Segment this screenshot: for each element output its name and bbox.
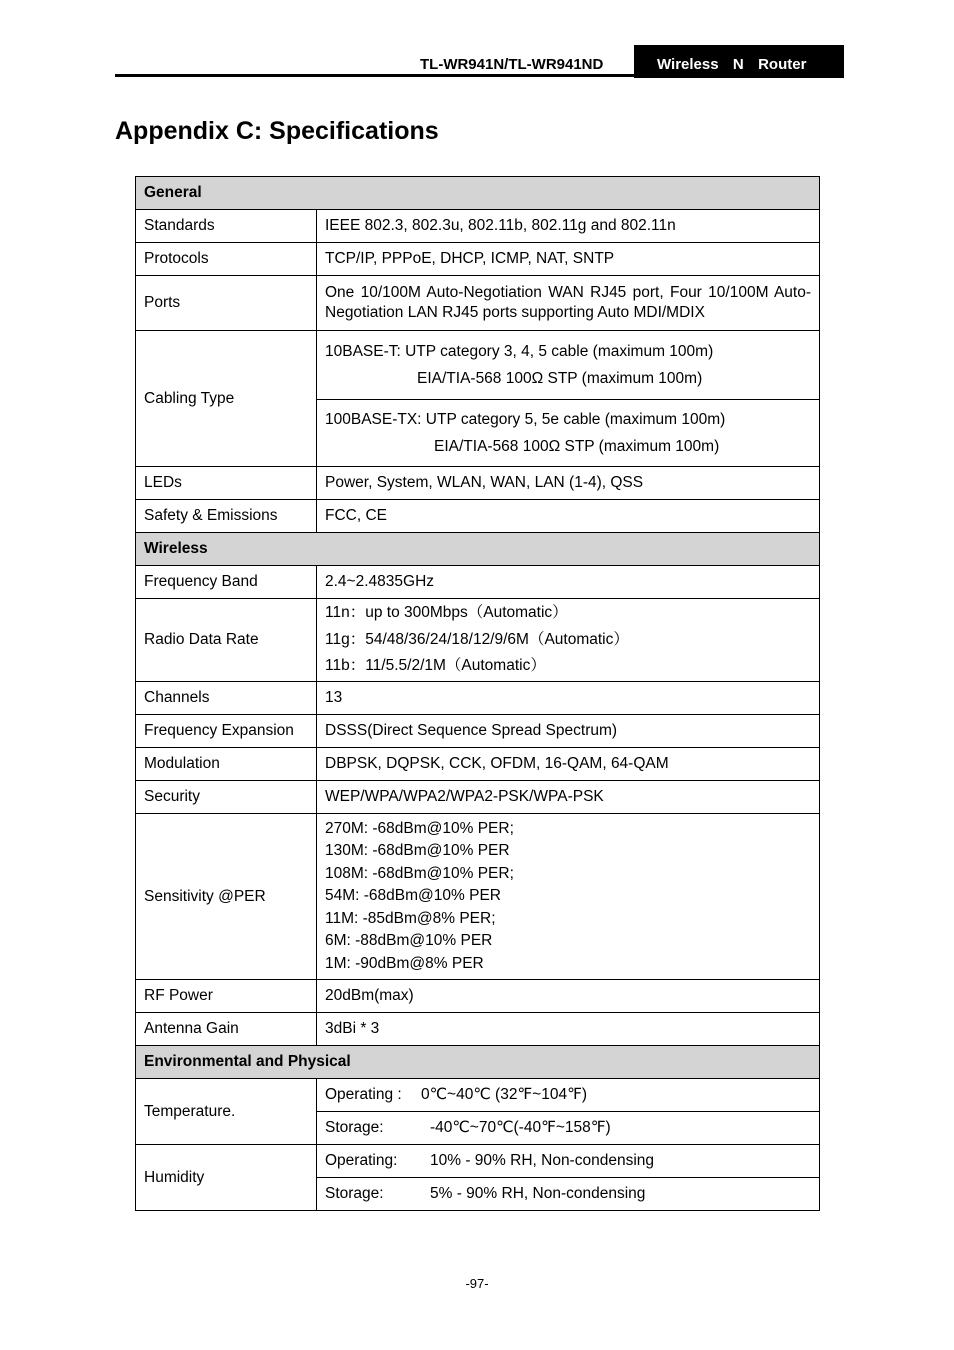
spec-value-operating [317,1079,820,1112]
spec-value-operating [317,1145,820,1178]
table-row [136,781,820,814]
spec-label: LEDs [136,467,317,500]
table-row [136,331,820,400]
rate-line: 11n：up to 300Mbps（Automatic） [325,604,568,622]
spec-value: 13 [317,682,820,715]
section-header-general [136,177,820,210]
section-title: General [136,177,820,210]
page-number: -97- [465,1276,489,1291]
rate-line: 11b：11/5.5/2/1M（Automatic） [325,657,546,675]
spec-value: 3dBi * 3 [317,1013,820,1046]
sensitivity-line: 11M: -85dBm@8% PER; [325,909,496,927]
spec-value: Power, System, WLAN, WAN, LAN (1-4), QSS [317,467,820,500]
table-row [136,566,820,599]
table-row [136,1079,820,1112]
spec-value: One 10/100M Auto-Negotiation WAN RJ45 port, Four 10/100M Auto-Negotiation LAN RJ45 ports supporting Auto MDI/MDIX [317,276,820,331]
storage-value: -40℃~70℃(-40℉~158℉) [430,1119,611,1136]
table-row [136,682,820,715]
table-row [136,276,820,331]
spec-table [135,176,820,1211]
spec-value-10base [317,331,820,400]
spec-value: WEP/WPA/WPA2/WPA2-PSK/WPA-PSK [317,781,820,814]
table-row [136,814,820,980]
spec-label: Standards [136,210,317,243]
sensitivity-line: 270M: -68dBm@10% PER; [325,819,514,837]
spec-value: DSSS(Direct Sequence Spread Spectrum) [317,715,820,748]
spec-value: TCP/IP, PPPoE, DHCP, ICMP, NAT, SNTP [317,243,820,276]
spec-value-100base [317,400,820,467]
table-row [136,1013,820,1046]
table-row [136,1145,820,1178]
sensitivity-line: 130M: -68dBm@10% PER [325,842,510,860]
spec-label: Temperature. [136,1079,317,1145]
cabling-line: 10BASE-T: UTP category 3, 4, 5 cable (maximum 100m) [325,343,714,360]
spec-label: Protocols [136,243,317,276]
table-row [136,243,820,276]
storage-label: Storage: [325,1119,384,1136]
spec-label: RF Power [136,980,317,1013]
table-row [136,210,820,243]
header-product: Wireless N Router [657,56,807,73]
spec-value [317,599,820,682]
sensitivity-line: 1M: -90dBm@8% PER [325,954,484,972]
header-model: TL-WR941N/TL-WR941ND [420,56,604,73]
spec-value: DBPSK, DQPSK, CCK, OFDM, 16-QAM, 64-QAM [317,748,820,781]
spec-value: FCC, CE [317,500,820,533]
spec-label: Safety & Emissions [136,500,317,533]
spec-label: Frequency Band [136,566,317,599]
table-row [136,467,820,500]
sensitivity-line: 108M: -68dBm@10% PER; [325,864,514,882]
table-row [136,715,820,748]
section-title: Environmental and Physical [136,1046,820,1079]
spec-value-storage [317,1112,820,1145]
page-title: Appendix C: Specifications [115,117,439,145]
spec-value: IEEE 802.3, 802.3u, 802.11b, 802.11g and 802.11n [317,210,820,243]
table-row [136,748,820,781]
header-rule [115,74,635,77]
operating-label: Operating: [325,1152,398,1169]
spec-value: 2.4~2.4835GHz [317,566,820,599]
sensitivity-line: 54M: -68dBm@10% PER [325,887,501,905]
storage-value: 5% - 90% RH, Non-condensing [430,1185,646,1202]
section-title: Wireless [136,533,820,566]
table-row [136,980,820,1013]
spec-value-storage [317,1178,820,1211]
storage-label: Storage: [325,1185,384,1202]
operating-label: Operating : [325,1086,402,1103]
cabling-line: EIA/TIA-568 100Ω STP (maximum 100m) [417,370,703,387]
spec-label: Sensitivity @PER [136,814,317,980]
spec-label: Radio Data Rate [136,599,317,682]
rate-line: 11g：54/48/36/24/18/12/9/6M（Automatic） [325,630,629,648]
section-header-environmental [136,1046,820,1079]
cabling-line: 100BASE-TX: UTP category 5, 5e cable (maximum 100m) [325,411,726,428]
cabling-line: EIA/TIA-568 100Ω STP (maximum 100m) [434,438,720,455]
spec-label: Antenna Gain [136,1013,317,1046]
header-product-box [634,45,844,78]
spec-label: Modulation [136,748,317,781]
spec-label: Security [136,781,317,814]
operating-value: 10% - 90% RH, Non-condensing [430,1152,655,1169]
spec-label: Frequency Expansion [136,715,317,748]
spec-label: Cabling Type [136,331,317,467]
spec-label: Channels [136,682,317,715]
spec-value: 20dBm(max) [317,980,820,1013]
sensitivity-line: 6M: -88dBm@10% PER [325,932,493,950]
spec-value [317,814,820,980]
spec-label: Ports [136,276,317,331]
table-row [136,599,820,682]
table-row [136,500,820,533]
operating-value: 0℃~40℃ (32℉~104℉) [421,1086,588,1103]
spec-label: Humidity [136,1145,317,1211]
section-header-wireless [136,533,820,566]
